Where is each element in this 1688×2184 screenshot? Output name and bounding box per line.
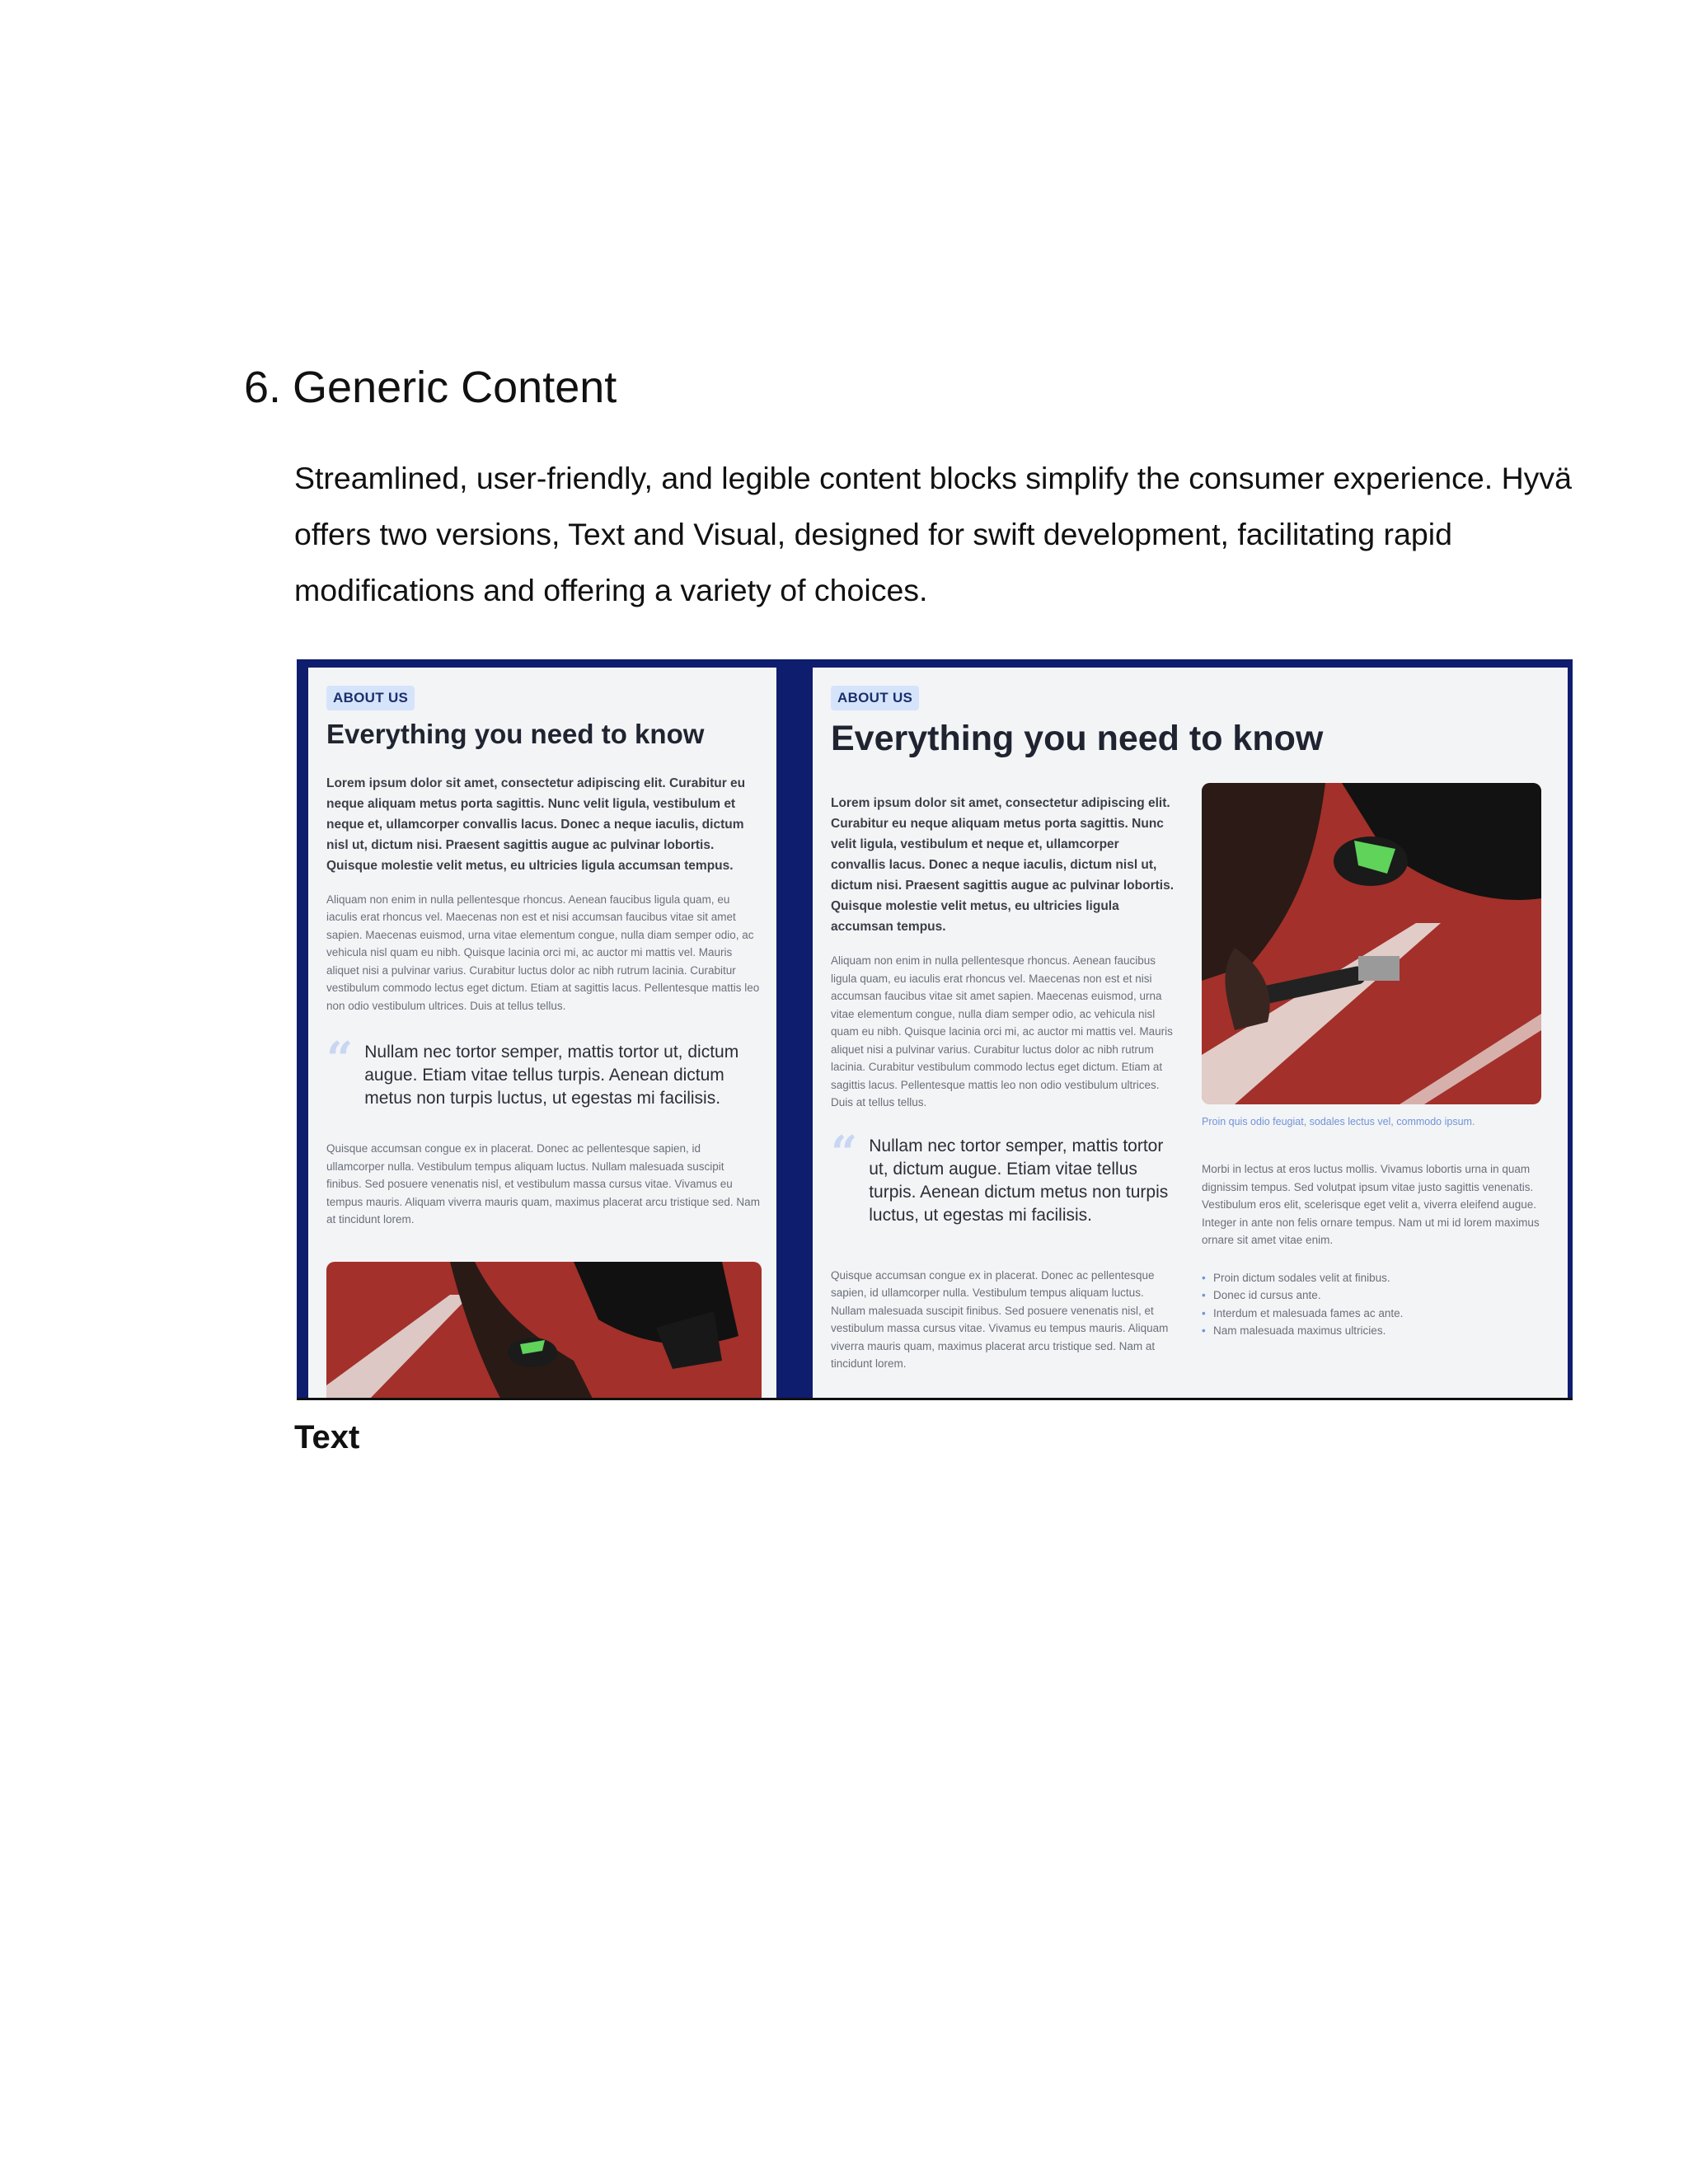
- sprinter-image: [326, 1262, 762, 1400]
- section-heading: [244, 363, 617, 412]
- section-title: Generic Content: [293, 363, 617, 413]
- list-item: • Proin dictum sodales velit at finibus.: [1202, 1269, 1541, 1287]
- content-block-screenshot: [297, 659, 1573, 1400]
- list-item: • Nam malesuada maximus ultricies.: [1202, 1322, 1541, 1340]
- sprinter-image: [1202, 783, 1541, 1104]
- quote-text: Nullam nec tortor semper, mattis tortor ut, dictum augue. Etiam vitae tellus turpis. Aenean dictum metus non turpis luctus, ut egestas mi facilisis.: [364, 1043, 739, 1108]
- section-number: 6.: [244, 363, 282, 413]
- body-paragraph-3: Morbi in lectus at eros luctus mollis. Vivamus lobortis urna in quam dignissim tempus. Sed volutpat ipsum vitae justo sagittis venenatis. Vestibulum eros elit, scelerisque eget velit a, viverra eleifend augue. Integer in ante non felis ornare tempus. Nam ut mi id lorem maximus ornare sit amet vitae enim.: [1202, 1163, 1540, 1246]
- lead-paragraph: Lorem ipsum dolor sit amet, consectetur adipiscing elit. Curabitur eu neque aliquam metus porta sagittis. Nunc velit ligula, vestibulum et neque et, ullamcorper convallis lacus. Donec a neque iaculis, dictum nisl ut, dictum nisi. Praesent sagittis augue ac pulvinar lobortis. Quisque molestie velit metus, eu ultricies ligula accumsan tempus.: [326, 776, 746, 873]
- blockquote: [326, 1032, 762, 1110]
- body-paragraph: Aliquam non enim in nulla pellentesque rhoncus. Aenean faucibus ligula quam, eu iaculis erat rhoncus vel. Maecenas non est et nisi accumsan faucibus vitae sit amet sapien. Maecenas euismod, urna vitae elementum congue, nulla diam semper odio, ac vehicula nisl quam eu nibh. Quisque lacinia orci mi, ac auctor mi mattis vel. Mauris aliquet nisi a pulvinar varius. Curabitur luctus dolor ac nibh rutrum lacinia. Curabitur vestibulum commodo lectus eget dictum. Etiam at sagittis lacus. Pellentesque mattis leo non odio vestibulum ultrices. Duis at tellus tellus.: [831, 954, 1173, 1108]
- quote-icon: “: [326, 1032, 354, 1087]
- list-item: • Interdum et malesuada fames ac ante.: [1202, 1305, 1541, 1323]
- blockquote: [831, 1125, 1177, 1227]
- list-item: • Donec id cursus ante.: [1202, 1286, 1541, 1305]
- quote-icon: “: [831, 1125, 858, 1180]
- text-variant-panel: [308, 668, 776, 1400]
- bullet-list: [1202, 1269, 1541, 1340]
- panel-title: Everything you need to know: [831, 719, 1324, 758]
- image-caption: Proin quis odio feugiat, sodales lectus vel, commodo ipsum.: [1202, 1116, 1475, 1127]
- body-paragraph-2: Quisque accumsan congue ex in placerat. Donec ac pellentesque sapien, id ullamcorper nulla. Vestibulum tempus aliquam luctus. Nullam malesuada suscipit finibus. Sed posuere venenatis nisl, et vestibulum massa cursus vitae. Vivamus eu tempus mauris. Aliquam viverra mauris quam, maximus placerat arcu tristique sed. Nam at tincidunt lorem.: [326, 1142, 760, 1226]
- section-intro: Streamlined, user-friendly, and legible content blocks simplify the consumer experience. Hyvä offers two versions, Text and Visual, designed for swift development, facilitating rapid modifications and offering a variety of choices.: [294, 460, 1573, 607]
- figure-caption: Text: [294, 1419, 360, 1455]
- about-us-badge: ABOUT US: [831, 686, 919, 710]
- panel-title: Everything you need to know: [326, 719, 705, 749]
- body-paragraph-2: Quisque accumsan congue ex in placerat. Donec ac pellentesque sapien, id ullamcorper nulla. Vestibulum tempus aliquam luctus. Nullam malesuada suscipit finibus. Sed posuere venenatis nisl, et vestibulum massa cursus vitae. Vivamus eu tempus mauris. Aliquam viverra mauris quam, maximus placerat arcu tristique sed. Nam at tincidunt lorem.: [831, 1268, 1169, 1370]
- quote-text: Nullam nec tortor semper, mattis tortor ut, dictum augue. Etiam vitae tellus turpis. Aenean dictum metus non turpis luctus, ut egestas mi facilisis.: [869, 1136, 1169, 1225]
- lead-paragraph: Lorem ipsum dolor sit amet, consectetur adipiscing elit. Curabitur eu neque aliquam metus porta sagittis. Nunc velit ligula, vestibulum et neque et, ullamcorper convallis lacus. Donec a neque iaculis, dictum nisl ut, dictum nisi. Praesent sagittis augue ac pulvinar lobortis. Quisque molestie velit metus, eu ultricies ligula accumsan tempus.: [831, 796, 1175, 934]
- about-us-badge: ABOUT US: [326, 686, 415, 710]
- visual-variant-panel: [813, 668, 1568, 1400]
- body-paragraph: Aliquam non enim in nulla pellentesque rhoncus. Aenean faucibus ligula quam, eu iaculis erat rhoncus vel. Maecenas non est et nisi accumsan faucibus vitae sit amet sapien. Maecenas euismod, urna vitae elementum congue, nulla diam semper odio, ac vehicula nisl quam eu nibh. Quisque lacinia orci mi, ac auctor mi mattis vel. Mauris aliquet nisi a pulvinar varius. Curabitur luctus dolor ac nibh rutrum lacinia. Curabitur vestibulum commodo lectus eget dictum. Etiam at sagittis lacus. Pellentesque mattis leo non odio vestibulum ultrices. Duis at tellus tellus.: [326, 893, 760, 1012]
